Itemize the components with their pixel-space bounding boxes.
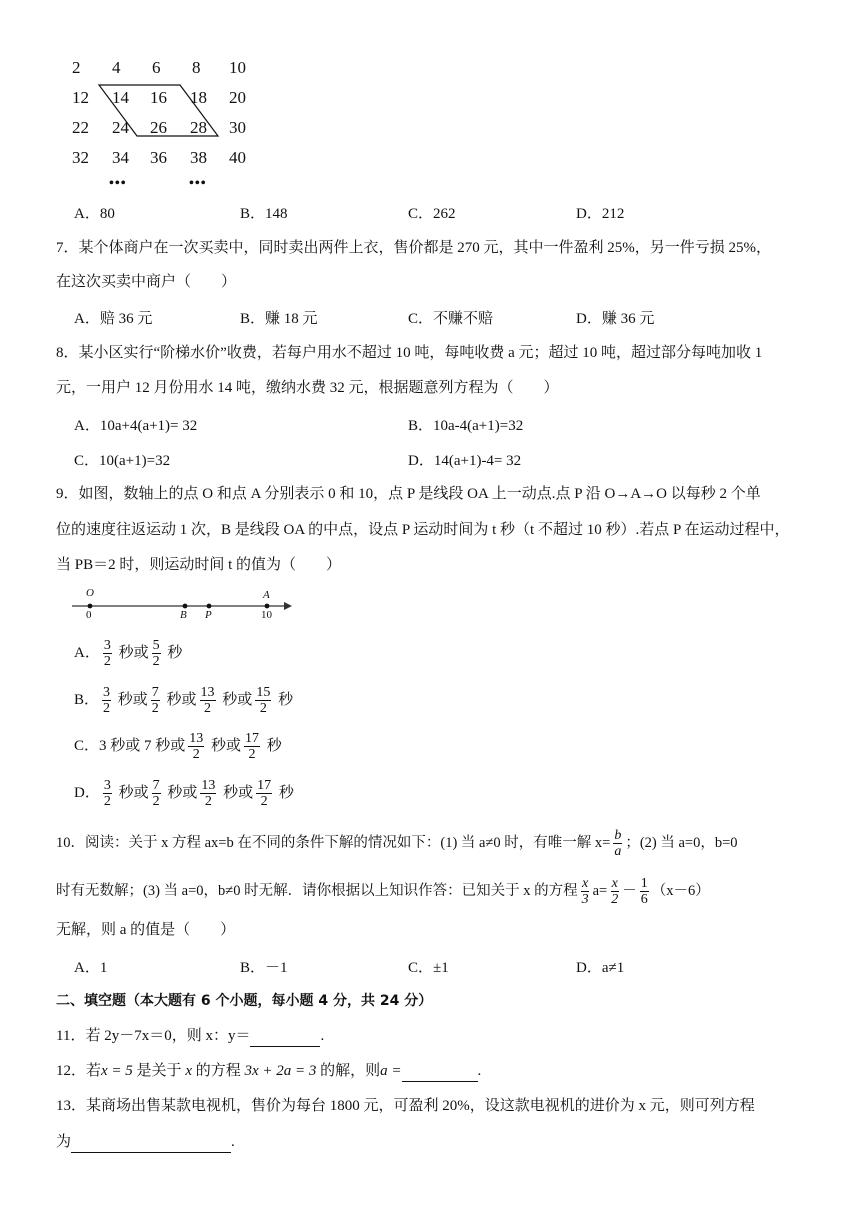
parallelogram-outline xyxy=(0,0,300,200)
q9-option-b[interactable] xyxy=(74,685,293,716)
point-o-value: 0 xyxy=(86,609,92,621)
option-prefix: D． xyxy=(74,784,100,801)
fraction-numerator: 7 xyxy=(151,685,159,700)
grid-cell: 4 xyxy=(112,58,121,77)
option-text: 秒或 xyxy=(222,691,253,708)
fraction xyxy=(640,876,649,907)
fraction xyxy=(102,685,111,716)
q6-option-b[interactable]: B．148 xyxy=(240,206,288,222)
q7-option-c[interactable]: C．不赚不赔 xyxy=(408,311,494,327)
fraction-numerator: 5 xyxy=(152,638,160,653)
point-p-label: P xyxy=(205,609,212,621)
grid-cell: 32 xyxy=(72,148,89,167)
q10-text: 时有无数解；(3) 当 a=0，b≠0 时无解．请你根据以上知识作答：已知关于 x 的方程 xyxy=(56,882,578,899)
q10-option-c[interactable]: C．±1 xyxy=(408,960,449,976)
q7-option-d[interactable]: D．赚 36 元 xyxy=(576,311,655,327)
option-text: 秒或 xyxy=(117,691,148,708)
option-prefix: A． xyxy=(74,644,100,661)
q12-math: x = 5 xyxy=(101,1063,133,1079)
q7-stem-line2: 在这次买卖中商户（ ） xyxy=(56,274,237,290)
q6-option-a[interactable]: A．80 xyxy=(74,206,115,222)
fraction-denominator: 2 xyxy=(103,654,111,669)
fraction xyxy=(188,731,204,762)
q8-option-b[interactable]: B．10a-4(a+1)=32 xyxy=(408,418,524,434)
grid-cell: 28 xyxy=(190,118,207,137)
fraction-numerator: 15 xyxy=(256,685,271,700)
q9-option-c[interactable] xyxy=(74,731,282,762)
option-text: 秒或 xyxy=(166,691,197,708)
fraction-denominator: 2 xyxy=(152,654,160,669)
q9-stem-line2: 位的速度往返运动 1 次，B 是线段 OA 的中点，设点 P 运动时间为 t 秒（t 不超过 10 秒）.若点 P 在运动过程中， xyxy=(56,522,790,538)
option-text: 秒 xyxy=(278,691,294,708)
q12-end: . xyxy=(477,1063,482,1079)
q12 xyxy=(56,1060,481,1082)
fraction xyxy=(613,828,622,859)
point-o-label: O xyxy=(86,587,94,599)
q10-text: 10．阅读：关于 x 方程 ax=b 在不同的条件下解的情况如下：(1) 当 a≠0 时，有唯一解 x= xyxy=(56,834,611,851)
q7-option-b[interactable]: B．赚 18 元 xyxy=(240,311,318,327)
q12-text: 的解，则 xyxy=(320,1063,381,1079)
fraction-denominator: 2 xyxy=(151,701,159,716)
grid-cell: 40 xyxy=(229,148,246,167)
q8-stem-line2: 元，一用户 12 月份用水 14 吨，缴纳水费 32 元，根据题意列方程为（ ） xyxy=(56,380,559,396)
fraction-numerator: 13 xyxy=(201,778,216,793)
grid-cell: 30 xyxy=(229,118,246,137)
option-text: 秒 xyxy=(278,784,294,801)
fraction xyxy=(152,638,161,669)
q10-text: a= xyxy=(592,882,608,899)
q9-option-a[interactable] xyxy=(74,638,182,669)
q12-text: 12．若 xyxy=(56,1063,102,1079)
q10-text: ；(2) 当 a=0，b=0 xyxy=(625,834,738,851)
fraction-denominator: 2 xyxy=(259,701,267,716)
q9-stem-line1: 9．如图，数轴上的点 O 和点 A 分别表示 0 和 10，点 P 是线段 OA 上一动点.点 P 沿 O→A→O 以每秒 2 个单 xyxy=(56,486,761,502)
option-prefix: C．3 秒或 7 秒或 xyxy=(74,737,186,754)
q10-option-d[interactable]: D．a≠1 xyxy=(576,960,625,976)
fraction-numerator: 3 xyxy=(103,638,111,653)
q6-option-c[interactable]: C．262 xyxy=(408,206,456,222)
option-text: 秒或 xyxy=(118,784,149,801)
option-prefix: B． xyxy=(74,691,100,708)
q10-stem-line1 xyxy=(56,828,738,859)
q10-stem-line3: 无解，则 a 的值是（ ） xyxy=(56,922,236,938)
fraction xyxy=(581,876,590,907)
q12-math: 3x + 2a = 3 xyxy=(244,1063,317,1079)
q9-stem-line3: 当 PB＝2 时，则运动时间 t 的值为（ ） xyxy=(56,557,342,573)
q8-option-a[interactable]: A．10a+4(a+1)= 32 xyxy=(74,418,198,434)
fraction xyxy=(152,778,161,809)
option-text: 秒或 xyxy=(211,737,242,754)
fraction-numerator: 13 xyxy=(189,731,204,746)
fraction xyxy=(244,731,260,762)
q12-text: 的方程 xyxy=(195,1063,241,1079)
fraction-denominator: 3 xyxy=(581,892,589,907)
fraction-numerator: 13 xyxy=(200,685,215,700)
fraction-numerator: 3 xyxy=(103,778,111,793)
fraction-numerator: x xyxy=(611,876,618,891)
q8-stem-line1: 8．某小区实行“阶梯水价”收费，若每户用水不超过 10 吨，每吨收费 a 元；超过 10 吨，超过部分每吨加收 1 xyxy=(56,345,763,361)
q10-text: － xyxy=(622,882,637,899)
q11-end: . xyxy=(320,1028,325,1044)
fraction-denominator: 2 xyxy=(192,747,200,762)
grid-cell: 34 xyxy=(112,148,129,167)
option-text: 秒或 xyxy=(167,784,198,801)
grid-cell: 10 xyxy=(229,58,246,77)
fraction xyxy=(256,778,272,809)
q13-line1: 13．某商场出售某款电视机，售价为每台 1800 元，可盈利 20%，设这款电视机的进价为 x 元，则可列方程 xyxy=(56,1098,755,1114)
q8-option-d[interactable]: D．14(a+1)-4= 32 xyxy=(408,453,522,469)
grid-cell: 24 xyxy=(112,118,129,137)
grid-cell: 6 xyxy=(152,58,161,77)
grid-cell: 2 xyxy=(72,58,81,77)
grid-cell: 18 xyxy=(190,88,207,107)
ellipsis-dots: ••• xyxy=(189,176,207,191)
q12-math: a = xyxy=(380,1063,402,1079)
fraction-denominator: 2 xyxy=(260,794,268,809)
q10-stem-line2 xyxy=(56,876,710,907)
grid-cell: 38 xyxy=(190,148,207,167)
grid-cell: 16 xyxy=(150,88,167,107)
answer-blank[interactable] xyxy=(71,1136,231,1153)
fraction-numerator: x xyxy=(582,876,589,891)
fraction-numerator: 17 xyxy=(257,778,272,793)
q12-math: x xyxy=(185,1063,192,1079)
point-a-value: 10 xyxy=(261,609,272,621)
fraction-numerator: 7 xyxy=(152,778,160,793)
q8-option-c[interactable]: C．10(a+1)=32 xyxy=(74,453,171,469)
option-text: 秒或 xyxy=(223,784,254,801)
q13-line2 xyxy=(56,1131,235,1153)
fraction-numerator: 3 xyxy=(103,685,111,700)
fraction xyxy=(255,685,271,716)
option-text: 秒 xyxy=(167,644,183,661)
fraction-denominator: 2 xyxy=(103,794,111,809)
section-heading: 二、填空题（本大题有 6 个小题，每小题 4 分，共 24 分） xyxy=(56,993,433,1009)
fraction xyxy=(151,685,160,716)
fraction-denominator: 6 xyxy=(640,892,648,907)
fraction-denominator: 2 xyxy=(248,747,256,762)
grid-cell: 20 xyxy=(229,88,246,107)
q13-end: . xyxy=(231,1134,235,1150)
point-a-label: A xyxy=(263,589,270,601)
fraction-numerator: b xyxy=(614,828,622,843)
fraction xyxy=(103,778,112,809)
fraction-numerator: 17 xyxy=(245,731,260,746)
fraction-denominator: 2 xyxy=(152,794,160,809)
grid-cell: 26 xyxy=(150,118,167,137)
q11 xyxy=(56,1025,324,1047)
grid-cell: 8 xyxy=(192,58,201,77)
grid-cell: 14 xyxy=(112,88,129,107)
q6-option-d[interactable]: D．212 xyxy=(576,206,625,222)
ellipsis-dots: ••• xyxy=(109,176,127,191)
q12-text: 是关于 xyxy=(136,1063,182,1079)
fraction xyxy=(200,778,216,809)
fraction-denominator: 2 xyxy=(103,701,111,716)
fraction-denominator: 2 xyxy=(204,701,212,716)
q11-text: 11．若 2y－7x＝0，则 x：y＝ xyxy=(56,1028,251,1044)
grid-cell: 22 xyxy=(72,118,89,137)
fraction xyxy=(610,876,619,907)
grid-cell: 12 xyxy=(72,88,89,107)
q10-option-a[interactable]: A．1 xyxy=(74,960,108,976)
answer-blank[interactable] xyxy=(402,1065,478,1082)
fraction-denominator: 2 xyxy=(611,892,619,907)
fraction-denominator: 2 xyxy=(204,794,212,809)
fraction-denominator: a xyxy=(614,844,622,859)
q9-option-d[interactable] xyxy=(74,778,294,809)
grid-cell: 36 xyxy=(150,148,167,167)
fraction-numerator: 1 xyxy=(640,876,648,891)
fraction xyxy=(200,685,216,716)
option-text: 秒或 xyxy=(118,644,149,661)
answer-blank[interactable] xyxy=(250,1030,320,1047)
q10-option-b[interactable]: B．－1 xyxy=(240,960,288,976)
q7-option-a[interactable]: A．赔 36 元 xyxy=(74,311,153,327)
fraction xyxy=(103,638,112,669)
q10-text: （x－6） xyxy=(651,882,710,899)
option-text: 秒 xyxy=(266,737,282,754)
q7-stem-line1: 7．某个体商户在一次买卖中，同时卖出两件上衣，售价都是 270 元，其中一件盈利 25%，另一件亏损 25%， xyxy=(56,240,771,256)
q13-text: 为 xyxy=(56,1134,72,1150)
point-b-label: B xyxy=(180,609,187,621)
